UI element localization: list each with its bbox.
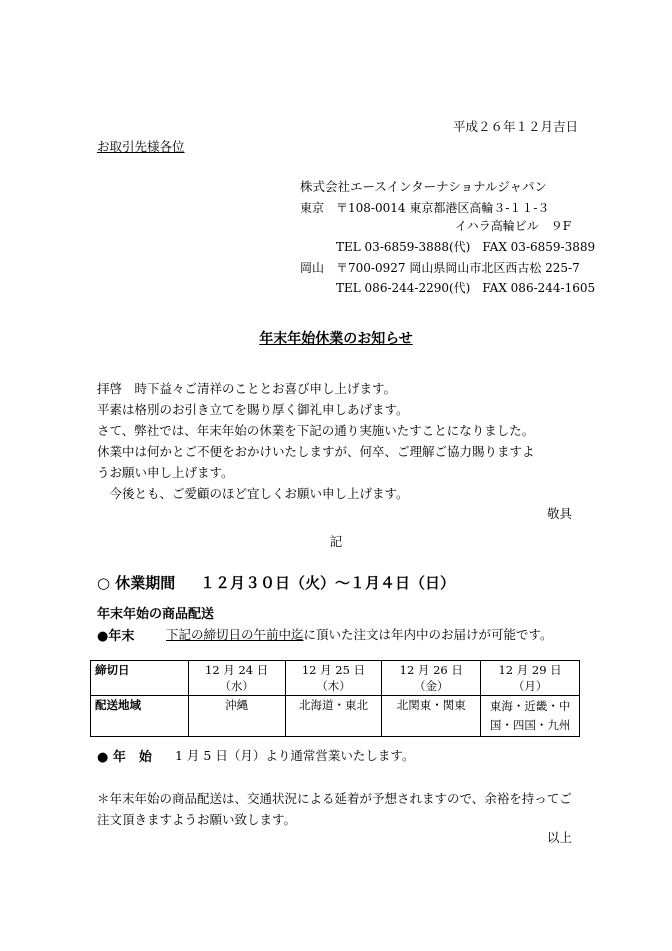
table-cell: 東海・近畿・中国・四国・九州 [481, 696, 580, 737]
body-line-5: うお願い申し上げます。 [97, 465, 234, 480]
closing-ijou: 以上 [547, 830, 573, 845]
tokyo-address: 〒108-0014 東京都港区高輪３-１１-３ [336, 201, 550, 215]
newyear-text: 1 月 5 日（月）より通常営業いたします。 [175, 748, 415, 763]
date: 平成２６年１２月吉日 [453, 119, 579, 134]
table-row [91, 696, 580, 737]
tokyo-tel-fax: TEL 03-6859-3888(代) FAX 03-6859-3889 [336, 240, 596, 254]
yearend-label: ●年末 [97, 629, 135, 644]
yearend-note [166, 625, 553, 643]
tokyo-building: イハラ高輪ビル ９F [455, 219, 572, 233]
okayama-label: 岡山 [300, 261, 325, 275]
table-row [91, 661, 580, 696]
page-title: 年末年始休業のお知らせ [259, 331, 413, 347]
body-line-2: 平素は格別のお引き立てを賜り厚く御礼申しあげます。 [97, 402, 409, 417]
delivery-heading: 年末年始の商品配送 [97, 607, 215, 622]
closing-keigu: 敬具 [547, 506, 573, 521]
yearend-note-underlined: 下記の締切日の午前中迄 [166, 627, 304, 642]
table-cell: 12 月 26 日（金） [382, 661, 481, 696]
recipient: お取引先様各位 [97, 139, 185, 154]
okayama-tel-fax: TEL 086-244-2290(代) FAX 086-244-1605 [336, 281, 596, 295]
body-line-4: 休業中は何かとご不便をおかけいたしますが、何卒、ご理解ご協力賜りますよ [97, 444, 535, 459]
table-cell: 北関東・関東 [382, 696, 481, 737]
body-line-3: さて、弊社では、年末年始の休業を下記の通り実施いたすことになりました。 [97, 423, 535, 438]
table-cell: 締切日 [91, 661, 189, 696]
closure-period-value: １２月３０日（火）～１月４日（日） [200, 574, 456, 592]
table-cell: 沖縄 [188, 696, 285, 737]
table-cell: 12 月 29 日（月） [481, 661, 580, 696]
company-name: 株式会社エースインターナショナルジャパン [300, 179, 547, 194]
closure-period-label: ○ 休業期間 [97, 574, 176, 592]
table-cell: 配送地域 [91, 696, 189, 737]
ki-marker: 記 [329, 534, 343, 549]
body-line-1: 拝啓 時下益々ご清祥のこととお喜び申し上げます。 [97, 381, 397, 396]
delivery-note: ＊年末年始の商品配送は、交通状況による延着が予想されますので、余裕を持ってご注文頂きますようお願い致します。 [97, 791, 572, 827]
tokyo-label: 東京 [300, 201, 325, 215]
okayama-address: 〒700-0927 岡山県岡山市北区西古松 225-7 [336, 261, 580, 275]
table-cell: 12 月 25 日（木） [285, 661, 382, 696]
newyear-label: ● 年 始 [97, 750, 152, 765]
delivery-schedule-table [90, 660, 580, 737]
body-line-6: 今後とも、ご愛顧のほど宜しくお願い申し上げます。 [97, 486, 409, 501]
table-cell: 北海道・東北 [285, 696, 382, 737]
yearend-note-rest: に頂いた注文は年内中のお届けが可能です。 [303, 627, 553, 642]
table-cell: 12 月 24 日（水） [188, 661, 285, 696]
